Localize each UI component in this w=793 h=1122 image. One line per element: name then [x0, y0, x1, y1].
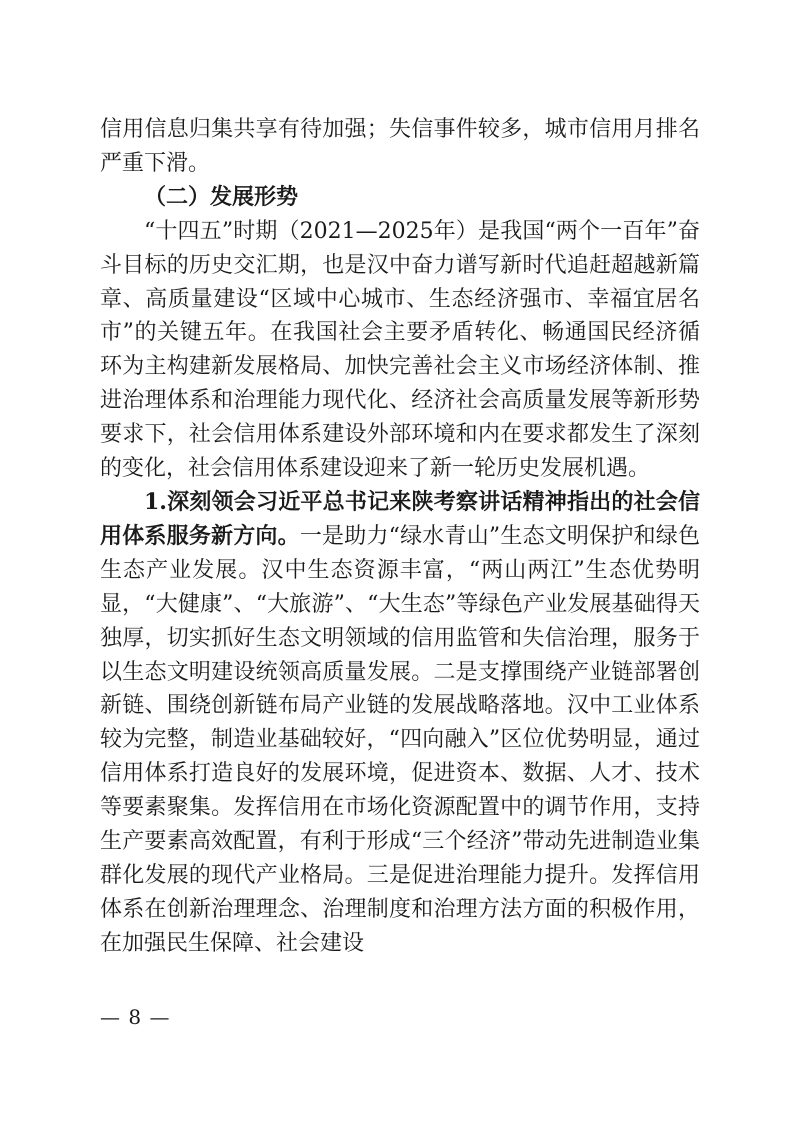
section-heading: （二）发展形势: [144, 183, 299, 210]
paragraph-continued: 信用信息归集共享有待加强；失信事件较多，城市信用月排名严重下滑。: [100, 117, 700, 176]
page-number: — 8 —: [100, 1005, 171, 1029]
point-1-title: 1.深刻领会习近平总书记来陕考察讲话精神指出的社会信用体系服务新方向。: [100, 488, 700, 549]
paragraph-point-1: [100, 486, 700, 961]
point-1-body: 一是助力“绿水青山”生态文明保护和绿色生态产业发展。汉中生态资源丰富，“两山两江”生态优势明显，“大健康”、“大旅游”、“大生态”等绿色产业发展基础得天独厚，切实抓好生态文明领域的信用监管和失信治理，服务于以生态文明建设统领高质量发展。二是支撑围绕产业链部署创新链、围绕创新链布局产业链的发展战略落地。汉中工业体系较为完整，制造业基础较好，“四向融入”区位优势明显，通过信用体系打造良好的发展环境，促进资本、数据、人才、技术等要素聚集。发挥信用在市场化资源配置中的调节作用，支持生产要素高效配置，有利于形成“三个经济”带动先进制造业集群化发展的现代产业格局。三是促进治理能力提升。发挥信用体系在创新治理理念、治理制度和治理方法方面的积极作用，在加强民生保障、社会建设: [100, 523, 700, 956]
paragraph-situation: “十四五”时期（2021—2025年）是我国“两个一百年”奋斗目标的历史交汇期，也是汉中奋力谱写新时代追赶超越新篇章、高质量建设“区域中心城市、生态经济强市、幸福宜居名市”的关键五年。在我国社会主要矛盾转化、畅通国民经济循环为主构建新发展格局、加快完善社会主义市场经济体制、推进治理体系和治理能力现代化、经济社会高质量发展等新形势要求下，社会信用体系建设外部环境和内在要求都发生了深刻的变化，社会信用体系建设迎来了新一轮历史发展机遇。: [100, 218, 700, 482]
document-body: [100, 113, 700, 961]
